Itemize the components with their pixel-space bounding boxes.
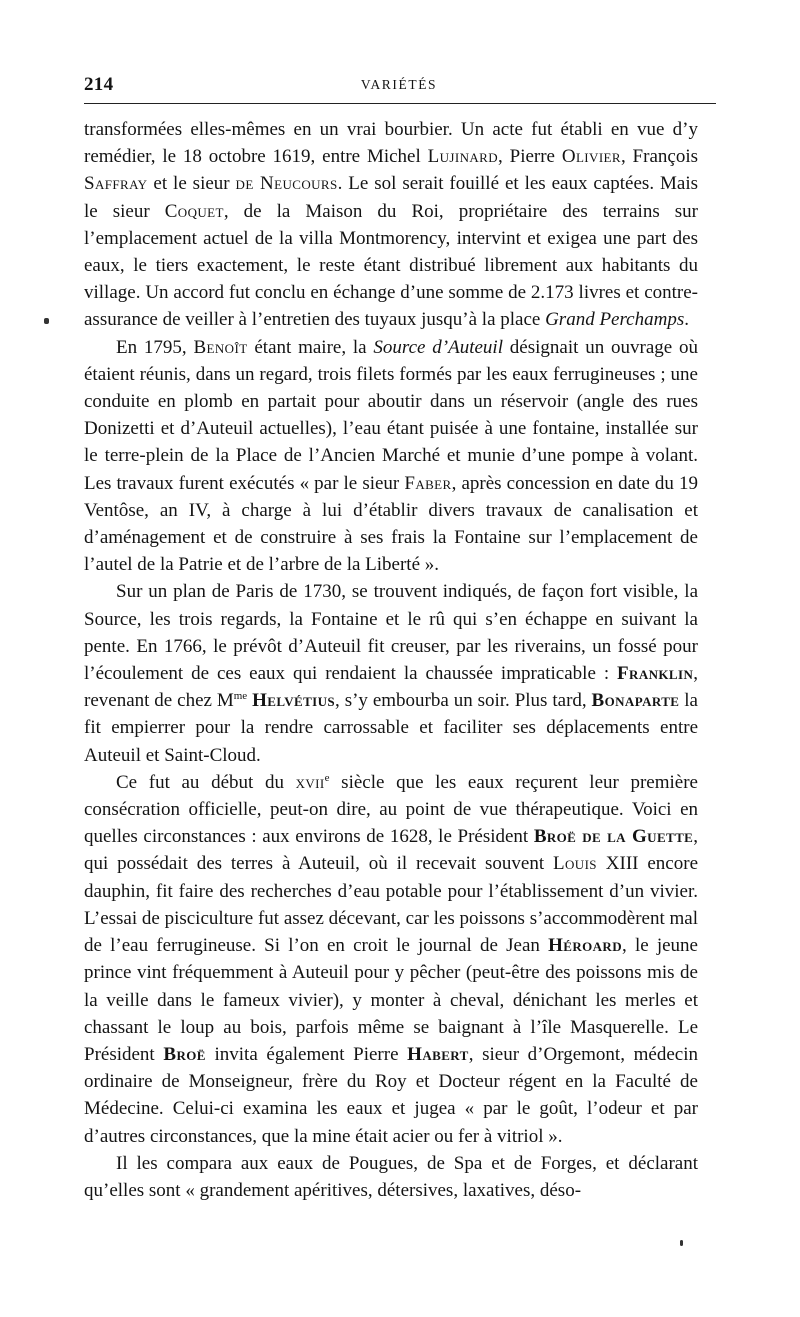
page-number: 214: [84, 74, 114, 95]
page-header: [84, 74, 714, 98]
text-run: , après concession en date du 19 Ventôse, an IV, à charge à lui d’établir divers travaux de canalisation et d’aménagement et de construire à ses frais la Fontaine sur l’emplacement de l’autel de la Patrie et de l’arbre de la Liberté ».: [84, 472, 698, 576]
century-numeral: xvii: [295, 771, 325, 793]
text-run: , Pierre: [498, 146, 562, 168]
text-run: Il les compara aux eaux de Pougues, de Spa et de Forges, et déclarant qu’elles sont « grandement apéritives, détersives, laxatives, déso-: [84, 1152, 698, 1201]
person-name: Faber: [404, 472, 452, 494]
person-name: Benoît: [193, 336, 248, 358]
place-name: Source d’Auteuil: [373, 336, 503, 358]
text-run: transformées elles-mêmes en un vrai bourbier. Un acte fut établi en vue d’y remédier, le 18 octobre 1619, entre Michel: [84, 119, 698, 168]
header-rule: [84, 103, 716, 104]
person-name: Lujinard: [427, 146, 499, 168]
superscript: e: [324, 771, 330, 784]
person-name: Coquet: [164, 200, 224, 222]
text-run: , qui possédait des terres à Auteuil, où il recevait souvent: [84, 826, 698, 875]
text-run: , François: [620, 146, 698, 168]
paragraph-3: [84, 578, 698, 768]
text-run: invita également Pierre: [205, 1043, 408, 1065]
text-run: Sur un plan de Paris de 1730, se trouvent indiqués, de façon fort visible, la Source, les trois regards, la Fontaine et le rû qui s’en échappe en suivant la pente. En 1766, le prévôt d’Auteuil fit creuser, par les riverains, un fossé pour l’écoulement de ces eaux qui rendaient la chaussée impraticable :: [84, 581, 698, 685]
superscript: me: [233, 690, 248, 703]
text-run: , s’y embourba un soir. Plus tard,: [335, 690, 592, 712]
person-name: de Neucours: [235, 173, 338, 195]
text-run: étant maire, la: [247, 336, 374, 358]
text-run: , sieur d’Orgemont, médecin ordinaire de Monseigneur, frère du Roy et Docteur régent en la Faculté de Médecine. Celui-ci examina les eaux et jugea « par le goût, l’odeur et par d’autres circonstances, que la mine était acier ou fer à vitriol ».: [84, 1043, 698, 1147]
paragraph-2: [84, 334, 698, 579]
person-name: Broë: [163, 1043, 206, 1065]
text-run: siècle que les eaux reçurent leur première consécration officielle, peut-on dire, au point de vue thérapeutique. Voici en quelles circonstances : aux environs de 1628, le Président: [84, 771, 698, 848]
paragraph-5: [84, 1150, 698, 1204]
person-name: Louis: [553, 853, 597, 875]
text-run: , le jeune prince vint fréquemment à Auteuil pour y pêcher (peut-être des poissons mis de la veille dans le fameux vivier), y monter à cheval, dénichant les merles et chassant le loup au bois, parfois même se baignant à l’île Masquerelle. Le Président: [84, 935, 698, 1065]
person-name: Broë de la Guette: [533, 826, 694, 848]
body-text: [84, 116, 698, 1204]
person-name: Héroard: [548, 935, 623, 957]
text-run: la fit empierrer pour la rendre carrossable et faciliter ses déplacements entre Auteuil et Saint-Cloud.: [84, 690, 698, 766]
person-name: Helvétius: [252, 690, 336, 712]
text-run: , revenant de chez M: [84, 663, 698, 712]
text-run: désignait un ouvrage où étaient réunis, dans un regard, trois filets formés par les eaux ferrugineuses ; une conduite en plomb en partait pour aboutir dans un réservoir (angle des rues Donizetti et d’Auteuil actuelles), l’eau étant puisée à une fontaine, installée sur le terre-plein de la Place de l’Ancien Marché et munie d’une pompe à volant. Les travaux furent exécutés « par le sieur: [84, 336, 699, 494]
margin-mark: [680, 1240, 683, 1246]
person-name: Franklin: [617, 663, 694, 685]
place-name: Grand Perchamps: [545, 309, 685, 331]
paragraph-4: [84, 769, 698, 1150]
text-run: XIII encore dauphin, fit faire des recherches d’eau potable pour l’établissement d’un vivier. L’essai de pisciculture fut assez décevant, car les poissons s’accommodèrent mal de l’eau ferrugineuse. Si l’on en croit le journal de Jean: [84, 853, 698, 957]
text-run: , de la Maison du Roi, propriétaire des terrains sur l’emplacement actuel de la villa Montmorency, intervint et exigea une part des eaux, le tiers exactement, le reste étant distribué librement aux habitants du village. Un accord fut conclu en échange d’une somme de 2.173 livres et contre-assurance de veiller à l’entretien des tuyaux jusqu’à la place: [84, 200, 698, 331]
text-run: et le sieur: [147, 173, 236, 195]
text-run: .: [684, 309, 689, 331]
running-title: VARIÉTÉS: [360, 77, 438, 92]
person-name: Saffray: [84, 173, 148, 195]
person-name: Bonaparte: [591, 690, 680, 712]
text-run: En 1795,: [116, 336, 194, 358]
margin-mark: [44, 318, 49, 324]
person-name: Habert: [407, 1043, 469, 1065]
paragraph-1: [84, 116, 698, 334]
person-name: Olivier: [561, 146, 621, 168]
text-run: . Le sol serait fouillé et les eaux captées. Mais le sieur: [84, 173, 698, 222]
text-run: Ce fut au début du: [116, 771, 296, 793]
